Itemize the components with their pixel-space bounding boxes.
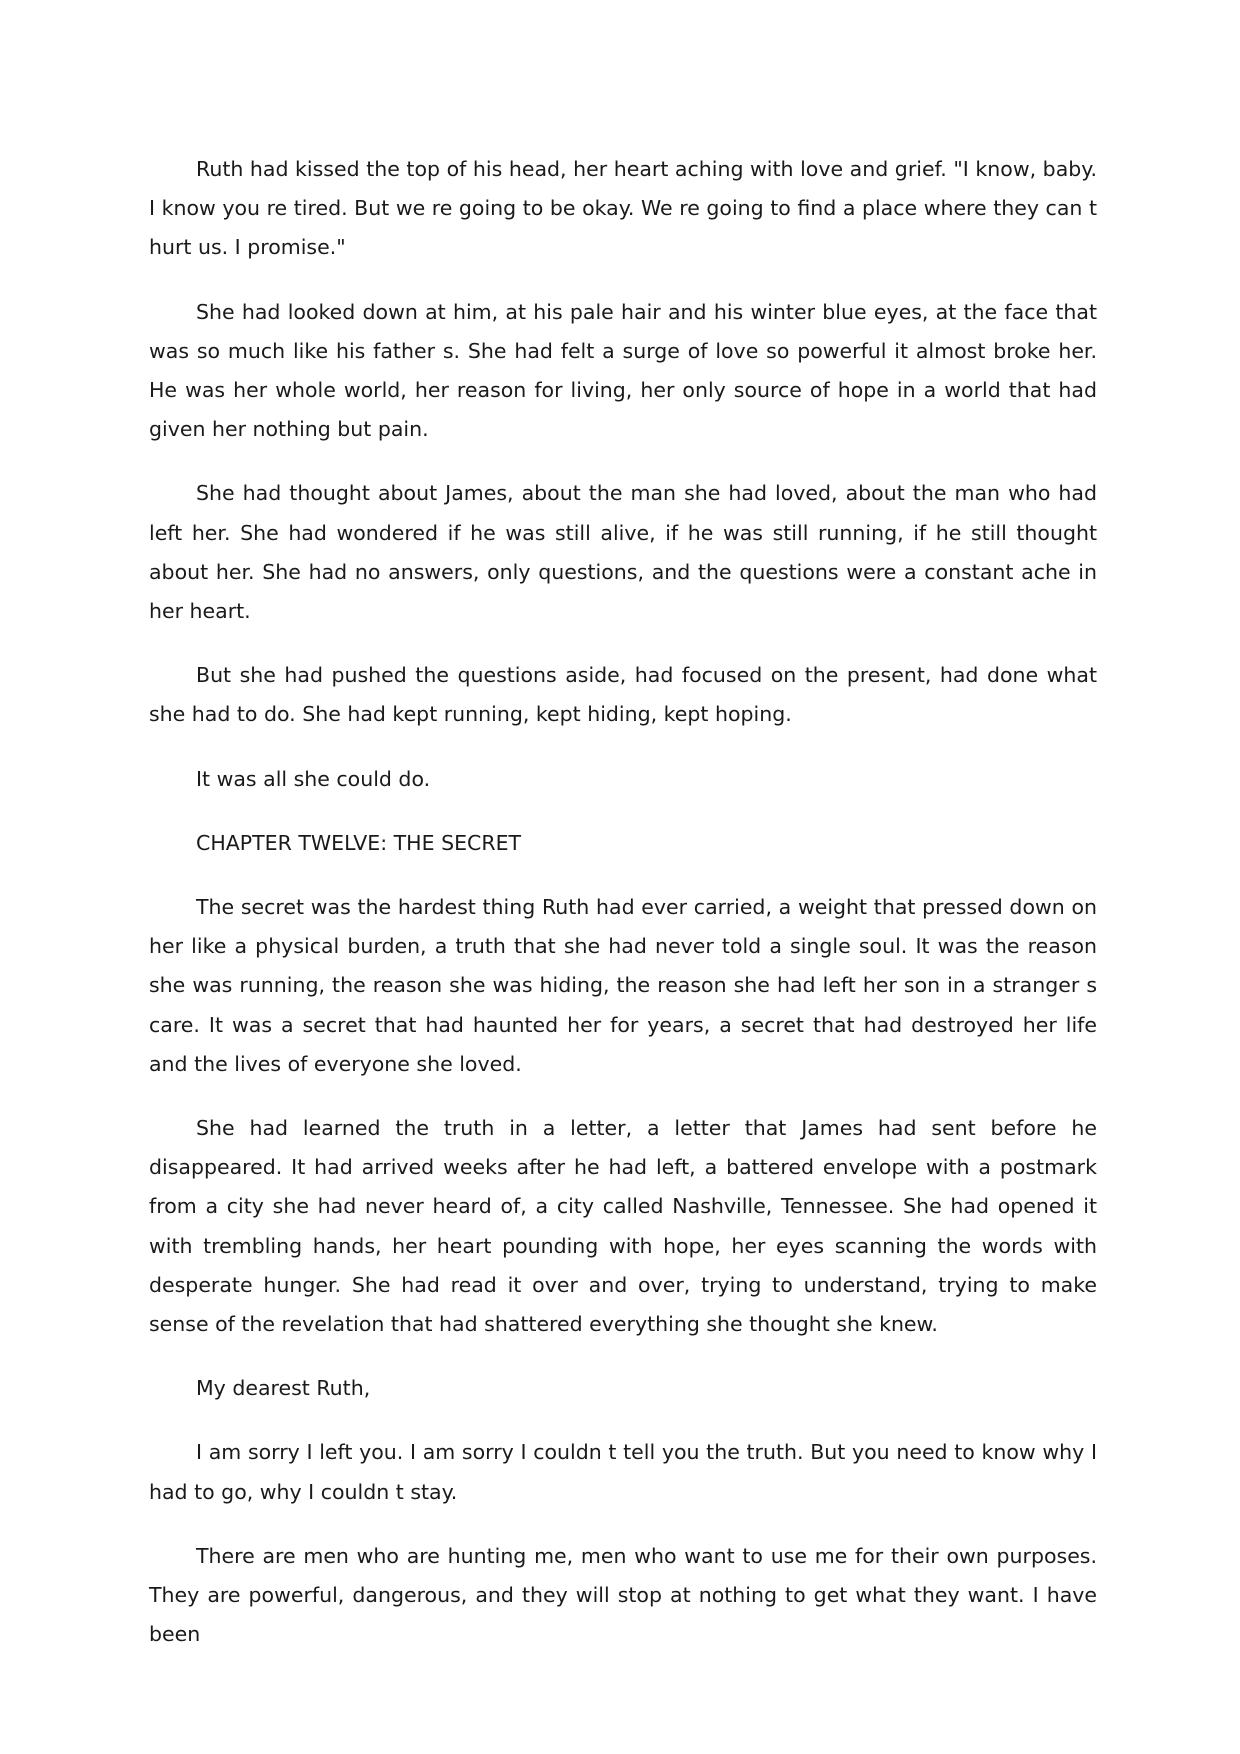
letter-paragraph-1: I am sorry I left you. I am sorry I couldn t tell you the truth. But you need to know why I had to go, why I couldn t stay. <box>149 1440 1097 1504</box>
letter-salutation: My dearest Ruth, <box>196 1376 371 1401</box>
body-text <box>149 150 1097 1680</box>
paragraph-3: She had thought about James, about the man she had loved, about the man who had left her. She had wondered if he was still alive, if he was still running, if he still thought about her. She had no answers, only questions, and the questions were a constant ache in her heart. <box>149 481 1097 624</box>
paragraph-7: The secret was the hardest thing Ruth had ever carried, a weight that pressed down on her like a physical burden, a truth that she had never told a single soul. It was the reason she was running, the reason she was hiding, the reason she had left her son in a stranger s care. It was a secret that had haunted her for years, a secret that had destroyed her life and the lives of everyone she loved. <box>149 895 1097 1076</box>
letter-paragraph-2: There are men who are hunting me, men who want to use me for their own purposes. They are powerful, dangerous, and they will stop at nothing to get what they want. I have been <box>149 1543 1097 1647</box>
paragraph-2: She had looked down at him, at his pale hair and his winter blue eyes, at the face that was so much like his father s. She had felt a surge of love so powerful it almost broke her. He was her whole world, her reason for living, her only source of hope in a world that had given her nothing but pain. <box>149 299 1097 442</box>
paragraph-5: It was all she could do. <box>196 766 431 791</box>
chapter-heading: CHAPTER TWELVE: THE SECRET <box>196 830 522 855</box>
paragraph-8: She had learned the truth in a letter, a letter that James had sent before he disappeared. It had arrived weeks after he had left, a battered envelope with a postmark from a city she had never heard of, a city called Nashville, Tennessee. She had opened it with trembling hands, her heart pounding with hope, her eyes scanning the words with desperate hunger. She had read it over and over, trying to understand, trying to make sense of the revelation that had shattered everything she thought she knew. <box>149 1116 1097 1337</box>
paragraph-1: Ruth had kissed the top of his head, her heart aching with love and grief. "I know, baby. I know you re tired. But we re going to be okay. We re going to find a place where they can t hurt us. I promise." <box>149 157 1097 260</box>
paragraph-4: But she had pushed the questions aside, had focused on the present, had done what she had to do. She had kept running, kept hiding, kept hoping. <box>149 663 1097 727</box>
